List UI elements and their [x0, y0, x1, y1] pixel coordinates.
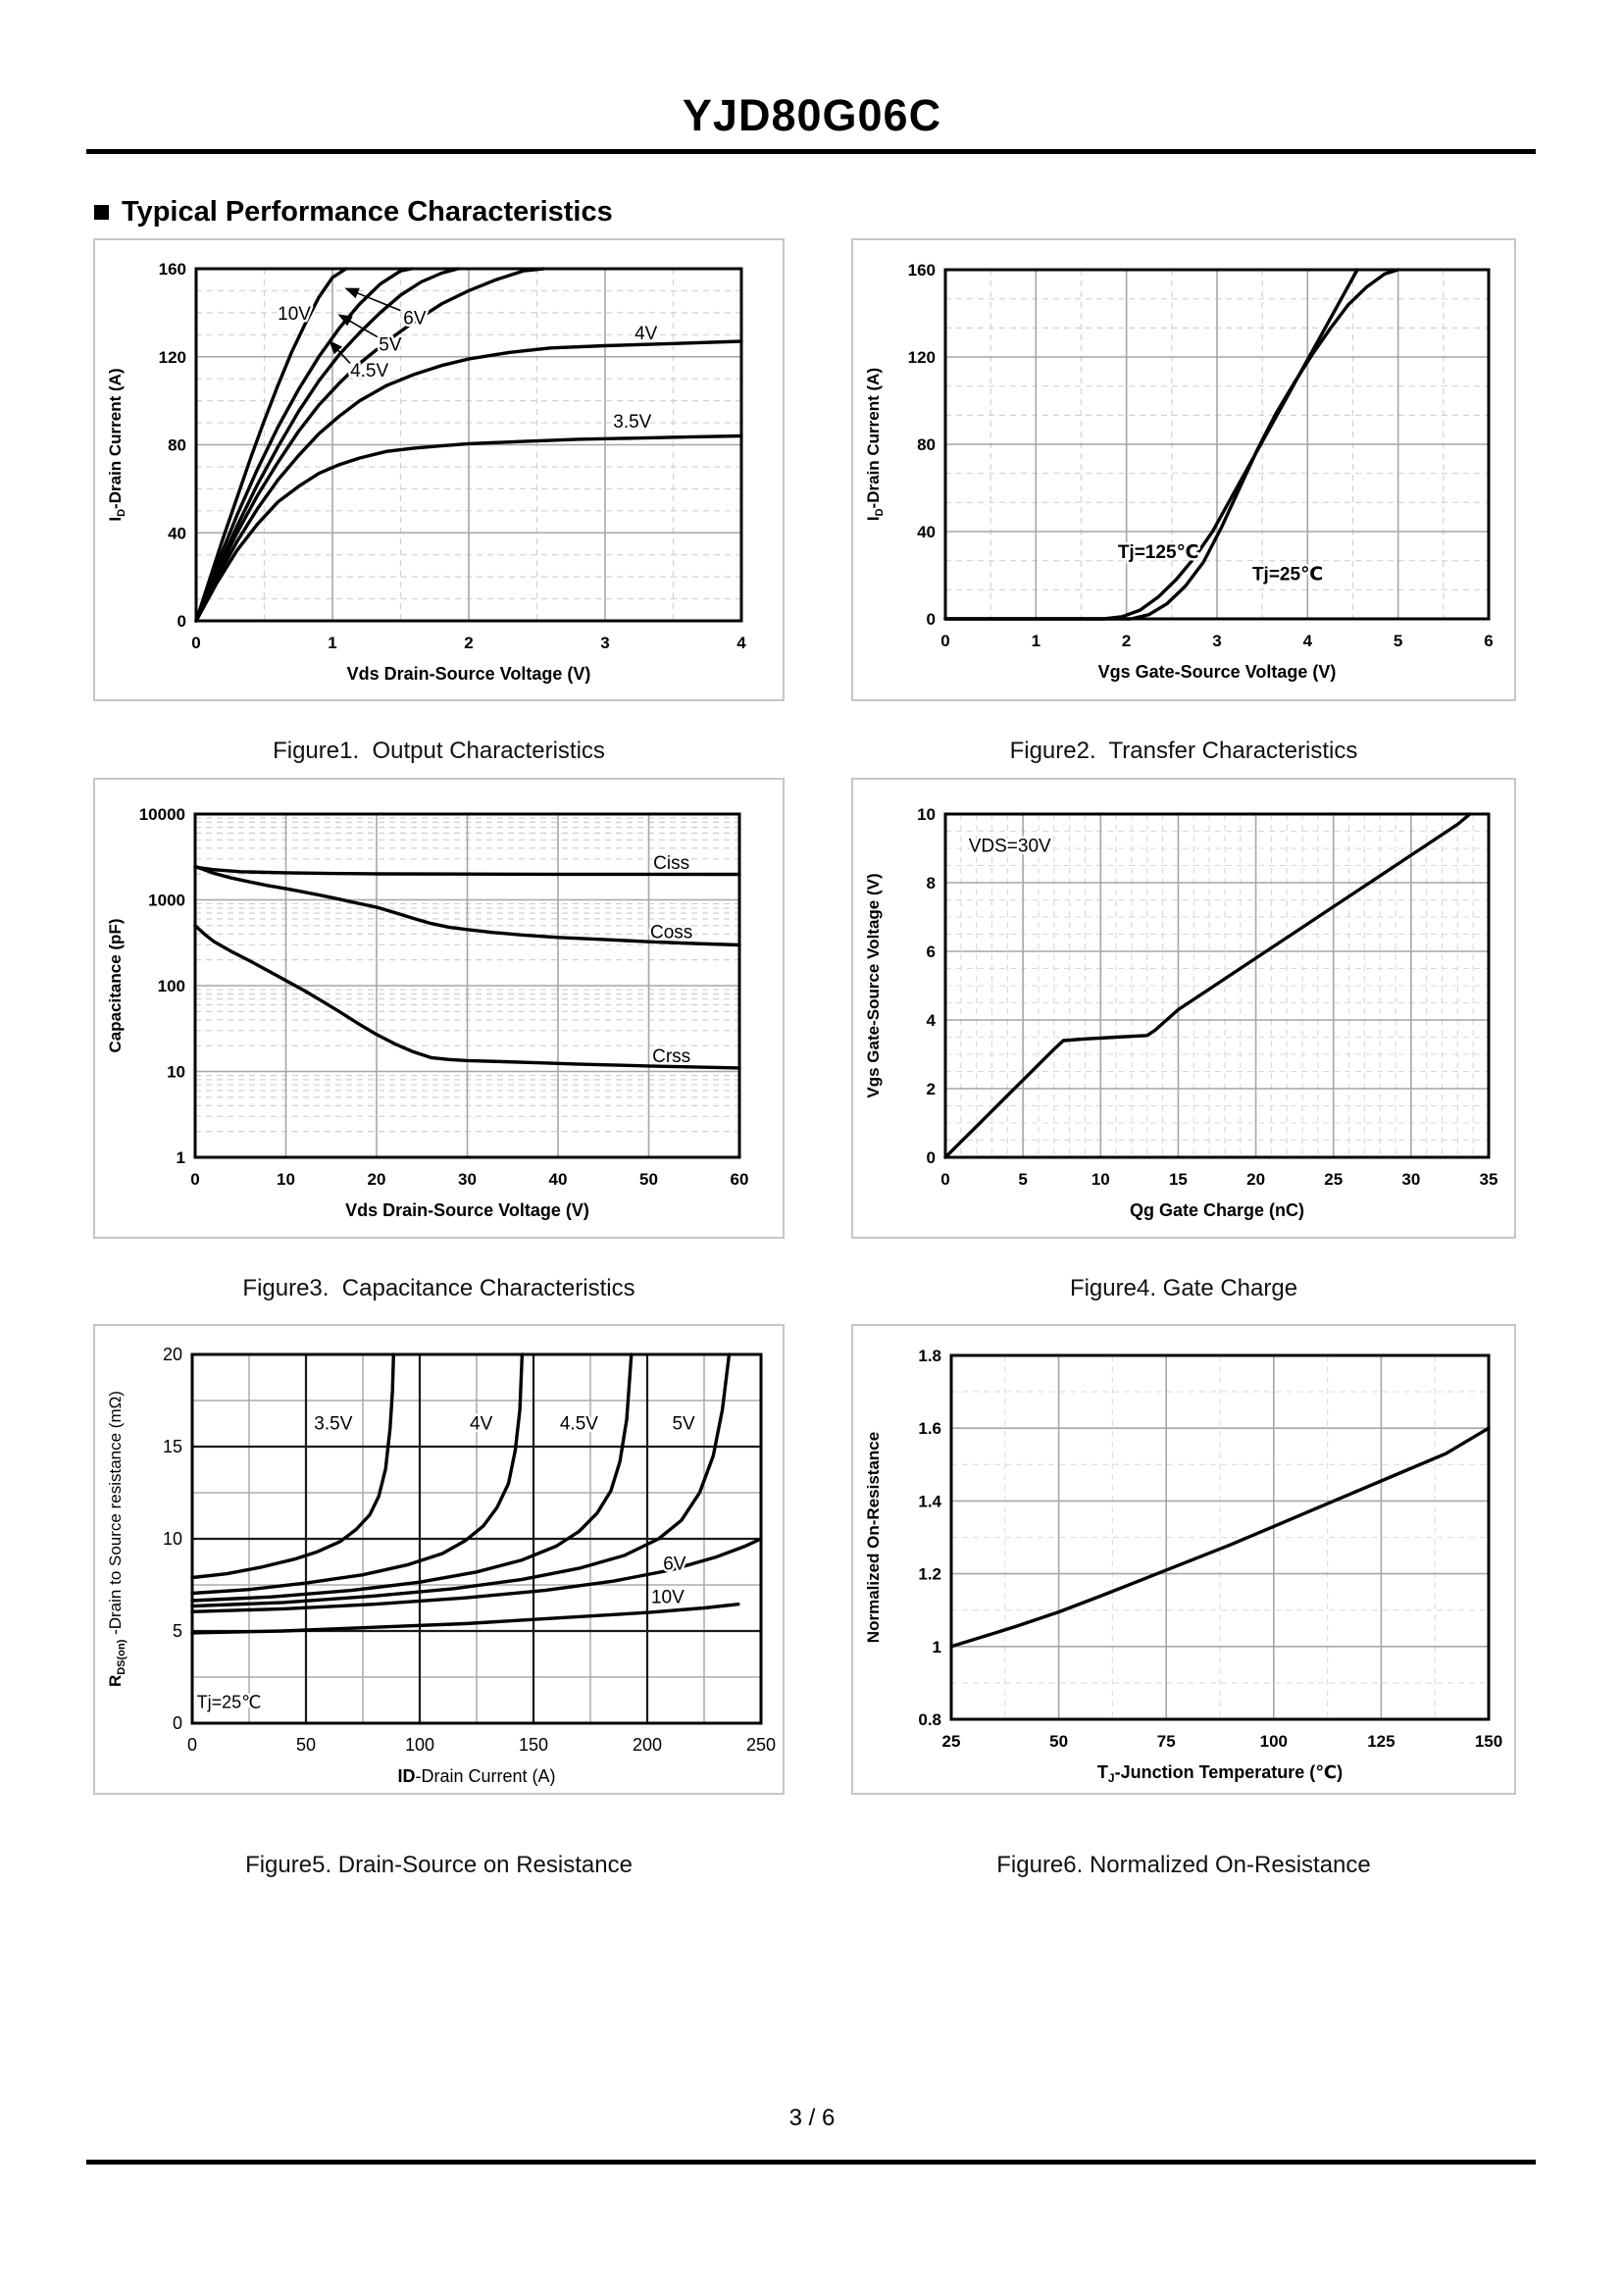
curve-label: 5V — [672, 1413, 695, 1435]
y-tick-label: 1.2 — [918, 1564, 941, 1584]
y-tick-label: 0 — [926, 610, 936, 629]
x-tick-label: 50 — [295, 1735, 317, 1755]
figure-panel-drain-source-on-resistance — [93, 1324, 785, 1795]
x-tick-label: 30 — [1401, 1170, 1421, 1189]
curve-label: 4.5V — [350, 361, 389, 382]
x-tick-label: 5 — [1018, 1170, 1028, 1189]
x-tick-label: 0 — [186, 1735, 198, 1755]
figure-caption-output-characteristics: Figure1. Output Characteristics — [273, 738, 605, 764]
curve-label: Tj=25℃ — [196, 1692, 262, 1712]
y-axis-title: $R_{DS(on)}$ -Drain to Source resistance (mΩ) — [106, 1391, 127, 1687]
curve-label: 6V — [403, 308, 427, 330]
y-tick-label: 1 — [176, 1148, 185, 1167]
x-tick-label: 125 — [1367, 1732, 1396, 1751]
y-tick-label: 40 — [168, 524, 186, 543]
y-tick-label: 80 — [917, 435, 936, 454]
y-axis-title: Capacitance (pF) — [106, 918, 125, 1053]
x-tick-label: 75 — [1156, 1732, 1176, 1751]
curve-label: VDS=30V — [968, 836, 1051, 857]
y-tick-label: 1.8 — [918, 1347, 941, 1365]
x-tick-label: 40 — [548, 1170, 568, 1189]
y-axis-title: $I_D$-Drain Current (A) — [864, 367, 886, 522]
figure-panel-transfer-characteristics — [851, 238, 1516, 701]
curve-label: 3.5V — [613, 411, 652, 433]
x-tick-label: 60 — [730, 1170, 749, 1189]
x-tick-label: 1 — [328, 634, 337, 652]
figure-panel-output-characteristics — [93, 238, 785, 701]
x-tick-label: 0 — [940, 1170, 950, 1189]
x-tick-label: 5 — [1393, 632, 1403, 650]
y-axis-title: $I_D$-Drain Current (A) — [106, 368, 127, 522]
y-tick-label: 160 — [158, 260, 186, 279]
x-tick-label: 0 — [191, 634, 201, 652]
x-tick-label: 50 — [1049, 1732, 1069, 1751]
x-tick-label: 150 — [518, 1735, 549, 1755]
x-tick-label: 20 — [367, 1170, 386, 1189]
y-tick-label: 120 — [158, 347, 186, 367]
x-tick-label: 50 — [639, 1170, 658, 1189]
y-tick-label: 5 — [172, 1621, 182, 1641]
x-tick-label: 3 — [1212, 632, 1222, 650]
curve-label: 5V — [379, 334, 402, 356]
x-tick-label: 15 — [1168, 1170, 1188, 1189]
x-tick-label: 25 — [1324, 1170, 1344, 1189]
y-tick-label: 0 — [172, 1713, 182, 1733]
y-tick-label: 100 — [157, 977, 185, 995]
figure-caption-transfer-characteristics: Figure2. Transfer Characteristics — [1009, 738, 1358, 764]
x-tick-label: 3 — [600, 634, 610, 652]
x-tick-label: 0 — [190, 1170, 200, 1189]
y-tick-label: 120 — [907, 348, 936, 367]
curve-label: 3.5V — [314, 1413, 353, 1435]
chart-gate-charge — [853, 780, 1514, 1237]
x-tick-label: 0 — [940, 632, 950, 650]
x-tick-label: 100 — [1259, 1732, 1288, 1751]
y-tick-label: 1 — [932, 1637, 941, 1657]
curve-label: 10V — [650, 1587, 685, 1608]
y-axis-title: Vgs Gate-Source Voltage (V) — [864, 873, 883, 1098]
y-tick-label: 10000 — [138, 805, 185, 824]
x-tick-label: 35 — [1479, 1170, 1498, 1189]
chart-normalized-on-resistance — [853, 1326, 1514, 1793]
y-tick-label: 80 — [168, 435, 186, 455]
chart-drain-source-on-resistance — [95, 1326, 783, 1793]
x-axis-title: Vds Drain-Source Voltage (V) — [345, 1200, 589, 1220]
bullet-square-icon — [94, 205, 109, 220]
x-tick-label: 100 — [404, 1735, 435, 1755]
x-tick-label: 250 — [745, 1735, 777, 1755]
x-tick-label: 150 — [1474, 1732, 1503, 1751]
x-tick-label: 25 — [941, 1732, 961, 1751]
y-tick-label: 2 — [926, 1080, 936, 1098]
x-tick-label: 10 — [1091, 1170, 1110, 1189]
page-title: YJD80G06C — [682, 90, 942, 140]
y-tick-label: 8 — [926, 874, 936, 892]
curve-label: 4V — [470, 1413, 493, 1435]
y-tick-label: 1.4 — [918, 1492, 941, 1511]
x-tick-label: 20 — [1246, 1170, 1266, 1189]
y-axis-title: Normalized On-Resistance — [864, 1431, 883, 1644]
curve-label: Coss — [649, 922, 693, 943]
chart-capacitance-characteristics — [95, 780, 783, 1237]
y-tick-label: 6 — [926, 943, 936, 961]
curve-label: 4.5V — [559, 1413, 598, 1435]
y-tick-label: 10 — [167, 1062, 185, 1082]
y-tick-label: 20 — [162, 1345, 182, 1364]
x-axis-title: Vds Drain-Source Voltage (V) — [346, 664, 591, 684]
y-tick-label: 4 — [926, 1011, 936, 1030]
x-tick-label: 4 — [736, 634, 746, 652]
x-tick-label: 200 — [632, 1735, 663, 1755]
figure-caption-normalized-on-resistance: Figure6. Normalized On-Resistance — [996, 1852, 1371, 1878]
page-number: 3 / 6 — [788, 2105, 836, 2131]
x-axis-title: $T_J$-Junction Temperature (℃) — [1096, 1762, 1344, 1785]
curve-label: Tj=125℃ — [1117, 542, 1199, 564]
x-axis-title: Qg Gate Charge (nC) — [1129, 1200, 1305, 1220]
x-axis-title: ID-Drain Current (A) — [397, 1766, 556, 1786]
x-tick-label: 6 — [1484, 632, 1494, 650]
y-tick-label: 10 — [917, 805, 936, 824]
chart-output-characteristics — [95, 240, 783, 699]
y-tick-label: 10 — [162, 1529, 182, 1549]
curve-label: 6V — [663, 1554, 686, 1575]
x-tick-label: 10 — [277, 1170, 295, 1189]
section-heading-text: Typical Performance Characteristics — [122, 196, 613, 228]
y-tick-label: 0 — [926, 1148, 936, 1167]
y-tick-label: 1.6 — [918, 1419, 941, 1439]
curve-label: Tj=25℃ — [1251, 564, 1324, 586]
y-tick-label: 15 — [162, 1437, 182, 1456]
figure-caption-gate-charge: Figure4. Gate Charge — [1069, 1275, 1298, 1301]
figure-panel-gate-charge — [851, 778, 1516, 1239]
y-tick-label: 0 — [177, 612, 186, 631]
x-tick-label: 2 — [464, 634, 474, 652]
y-tick-label: 0.8 — [918, 1710, 941, 1729]
header-rule — [86, 149, 1536, 154]
curve-label: Crss — [652, 1045, 691, 1067]
y-tick-label: 40 — [917, 523, 936, 541]
x-axis-title: Vgs Gate-Source Voltage (V) — [1097, 662, 1337, 682]
footer-rule — [86, 2160, 1536, 2165]
chart-transfer-characteristics — [853, 240, 1514, 699]
curve-label: 10V — [278, 303, 311, 325]
y-tick-label: 160 — [907, 261, 936, 280]
curve-label: 4V — [634, 324, 658, 345]
x-tick-label: 30 — [458, 1170, 477, 1189]
x-tick-label: 1 — [1031, 632, 1041, 650]
x-tick-label: 2 — [1121, 632, 1132, 650]
y-tick-label: 1000 — [148, 891, 185, 910]
curve-label: Ciss — [653, 853, 690, 875]
x-tick-label: 4 — [1302, 632, 1313, 650]
figure-panel-normalized-on-resistance — [851, 1324, 1516, 1795]
section-heading — [94, 196, 613, 229]
figure-panel-capacitance-characteristics — [93, 778, 785, 1239]
figure-caption-capacitance-characteristics: Figure3. Capacitance Characteristics — [242, 1275, 635, 1301]
figure-caption-drain-source-on-resistance: Figure5. Drain-Source on Resistance — [245, 1852, 633, 1878]
